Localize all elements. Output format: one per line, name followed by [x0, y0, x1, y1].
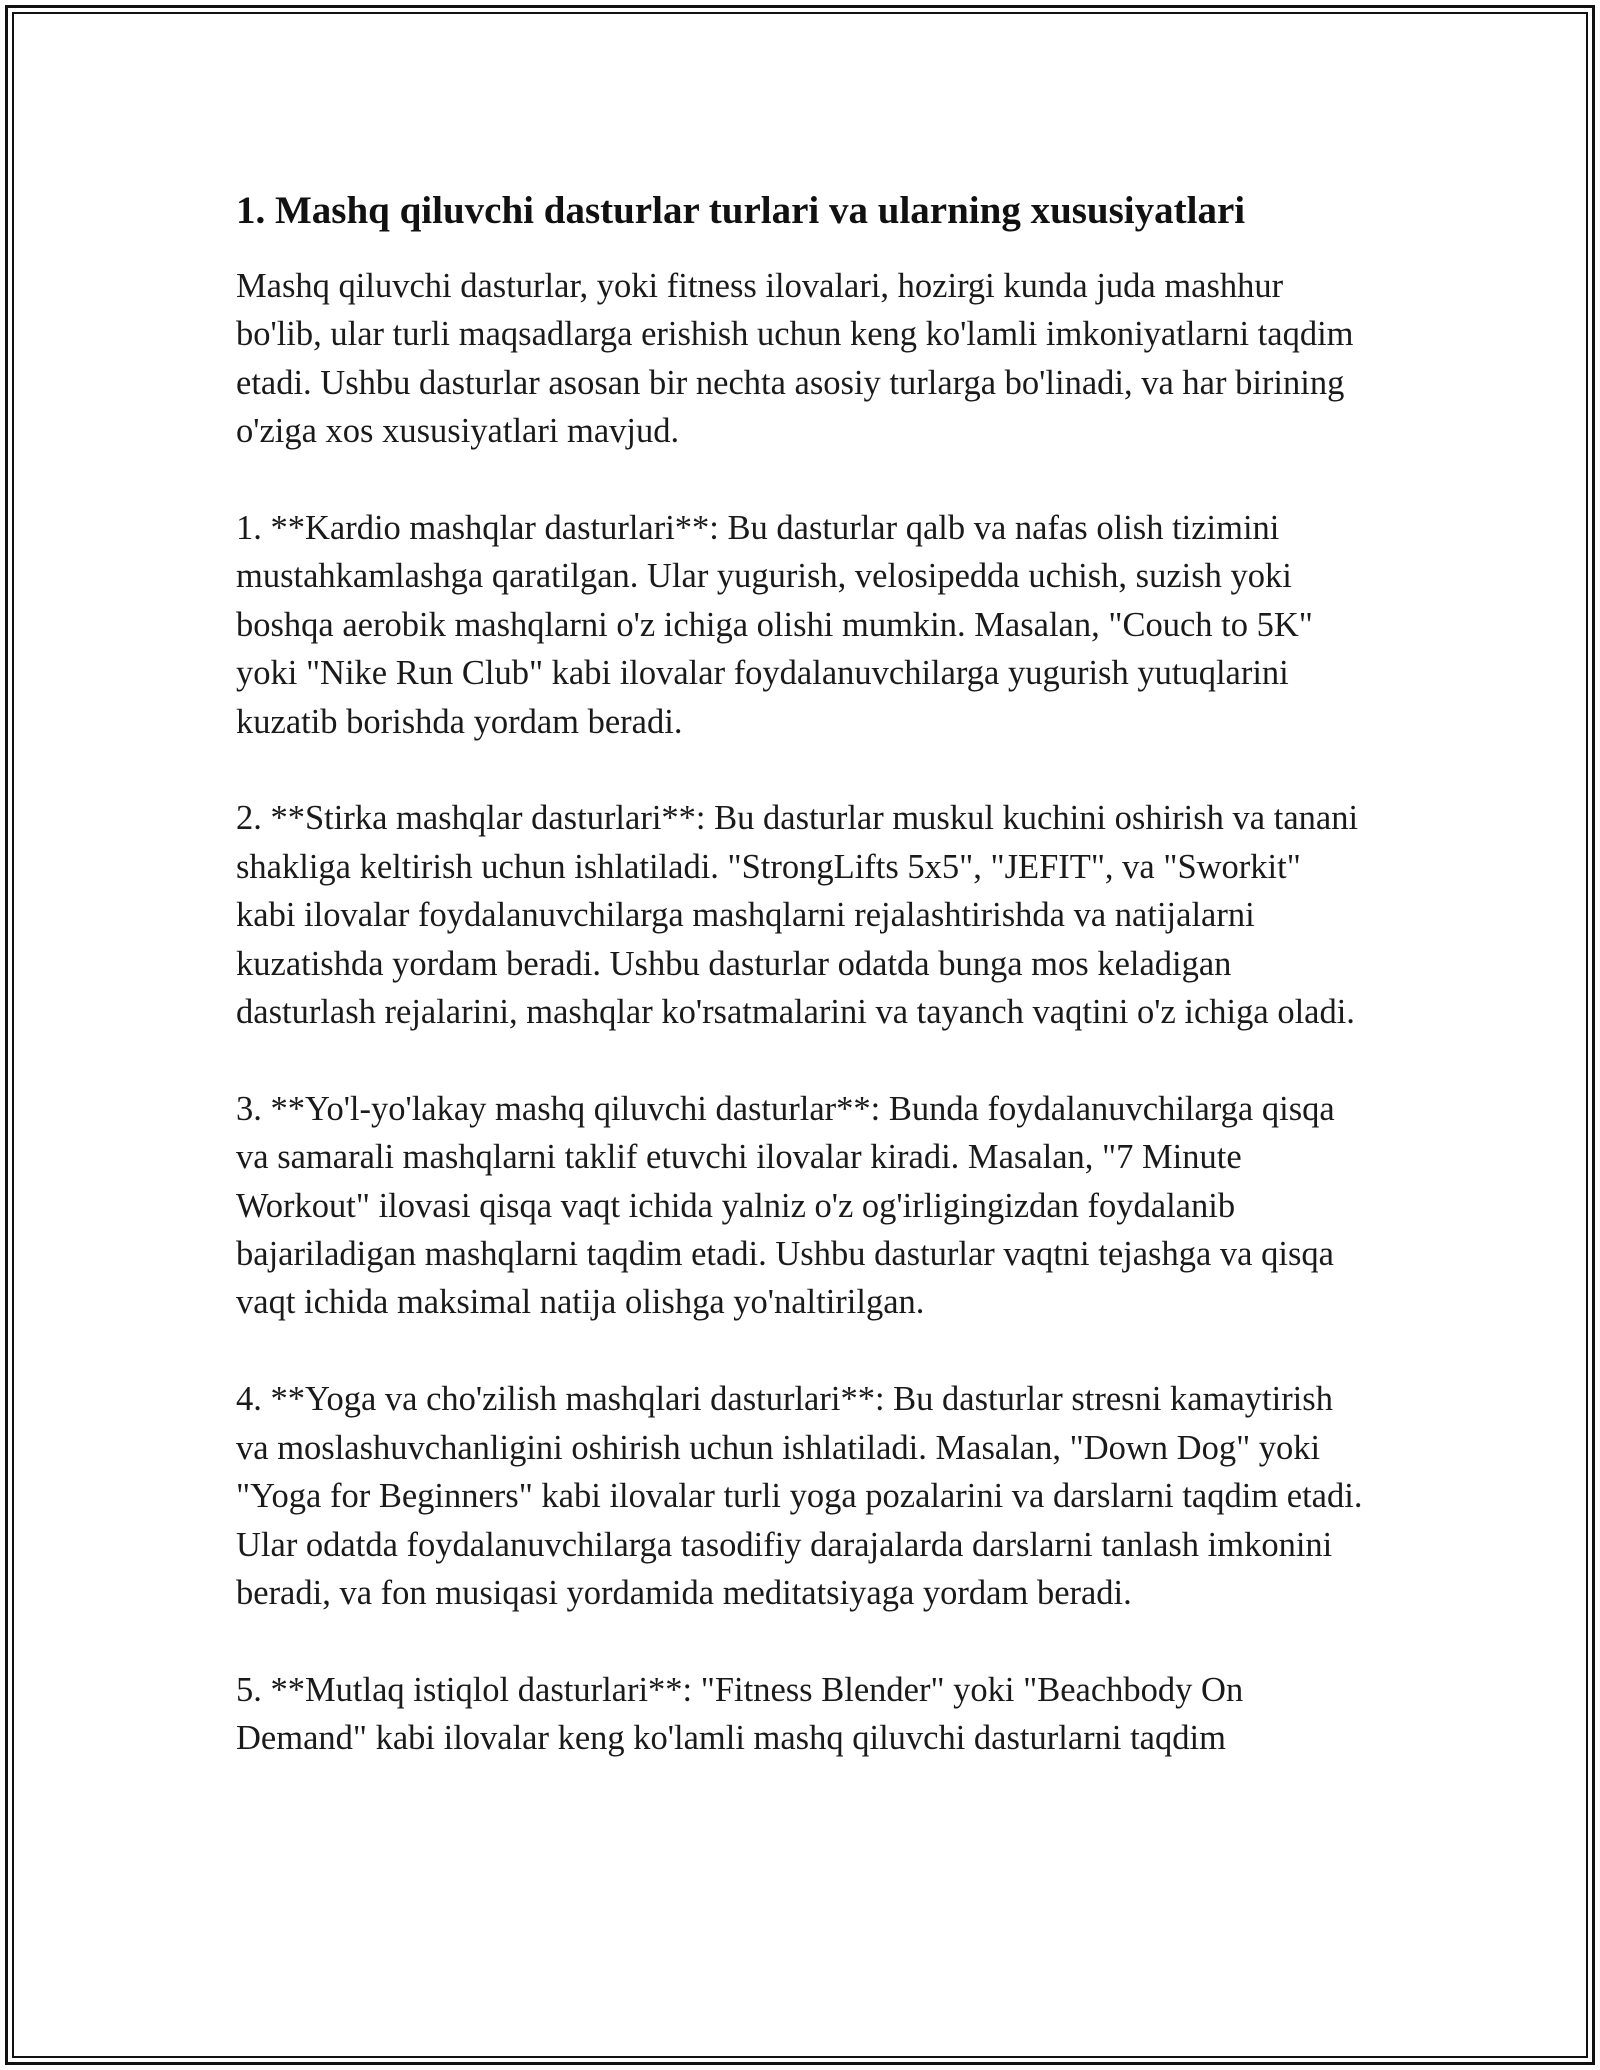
list-item-strength: 2. **Stirka mashqlar dasturlari**: Bu dasturlar muskul kuchini oshirish va tanani shakliga keltirish uchun ishlatiladi. "StrongLifts 5x5", "JEFIT", va "Sworkit" kabi ilovalar foydalanuvchilarga mashqlarni rejalashtirishda va natijalarni kuzatishda yordam beradi. Ushbu dasturlar odatda bunga mos keladigan dasturlash rejalarini, mashqlar ko'rsatmalarini va tayanch vaqtini o'z ichiga oladi. — [236, 799, 1359, 1032]
document-body — [236, 186, 1366, 1811]
list-item-full-programs: 5. **Mutlaq istiqlol dasturlari**: "Fitness Blender" yoki "Beachbody On Demand" kabi ilovalar keng ko'lamli mashq qiluvchi dasturlarni taqdim — [236, 1670, 1244, 1758]
list-item-yoga: 4. **Yoga va cho'zilish mashqlari dasturlari**: Bu dasturlar stresni kamaytirish va moslashuvchanligini oshirish uchun ishlatiladi. Masalan, "Down Dog" yoki "Yoga for Beginners" kabi ilovalar turli yoga pozalarini va darslarni taqdim etadi. Ular odatda foydalanuvchilarga tasodifiy darajalarda darslarni tanlash imkonini beradi, va fon musiqasi yordamida meditatsiyaga yordam beradi. — [236, 1380, 1363, 1612]
section-heading: 1. Mashq qiluvchi dasturlar turlari va ularning xususiyatlari — [236, 189, 1246, 232]
intro-paragraph: Mashq qiluvchi dasturlar, yoki fitness ilovalari, hozirgi kunda juda mashhur bo'lib, ular turli maqsadlarga erishish uchun keng ko'lamli imkoniyatlarni taqdim etadi. Ushbu dasturlar asosan bir nechta asosiy turlarga bo'linadi, va har birining o'ziga xos xususiyatlari mavjud. — [236, 267, 1354, 451]
list-item-cardio: 1. **Kardio mashqlar dasturlari**: Bu dasturlar qalb va nafas olish tizimini mustahkamlashga qaratilgan. Ular yugurish, velosipedda uchish, suzish yoki boshqa aerobik mashqlarni o'z ichiga olishi mumkin. Masalan, "Couch to 5K" yoki "Nike Run Club" kabi ilovalar foydalanuvchilarga yugurish yutuqlarini kuzatib borishda yordam beradi. — [236, 509, 1313, 741]
list-item-quick-workout: 3. **Yo'l-yo'lakay mashq qiluvchi dasturlar**: Bunda foydalanuvchilarga qisqa va samarali mashqlarni taklif etuvchi ilovalar kiradi. Masalan, "7 Minute Workout" ilovasi qisqa vaqt ichida yalniz o'z og'irligingizdan foydalanib bajariladigan mashqlarni taqdim etadi. Ushbu dasturlar vaqtni tejashga va qisqa vaqt ichida maksimal natija olishga yo'naltirilgan. — [236, 1089, 1335, 1322]
